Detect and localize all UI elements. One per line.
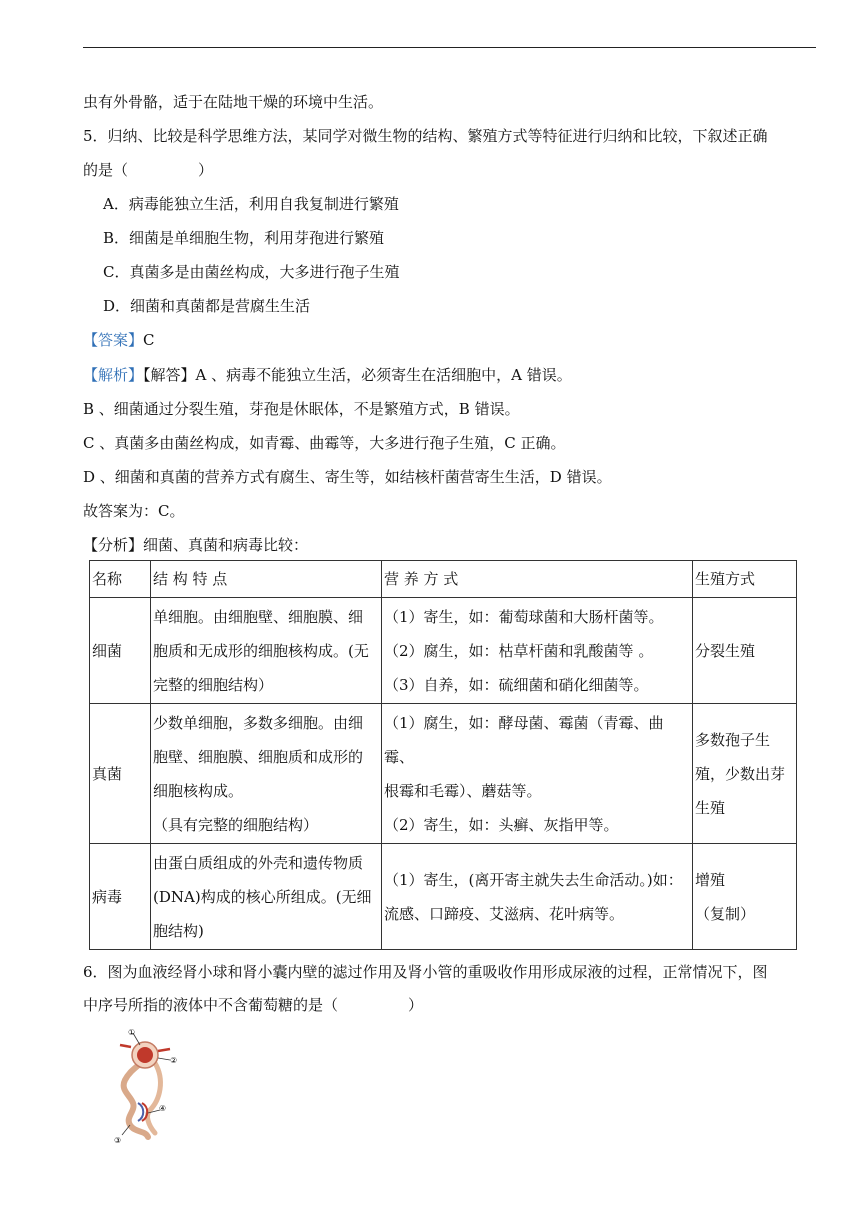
header-name: 名称 (90, 561, 151, 598)
q5-option-c: C．真菌多是由菌丝构成，大多进行孢子生殖 (103, 263, 400, 281)
row-structure: 由蛋白质组成的外壳和遗传物质 (DNA)构成的核心所组成。(无细 胞结构) (151, 844, 382, 950)
row-reproduction: 分裂生殖 (693, 598, 797, 704)
q5-option-d: D．细菌和真菌都是营腐生生活 (103, 297, 311, 315)
q5-option-a: A．病毒能独立生活，利用自我复制进行繁殖 (103, 195, 399, 213)
label-2: ② (170, 1056, 178, 1065)
label-1: ① (128, 1028, 136, 1037)
q5-analysis-line-2: B 、细菌通过分裂生殖，芽孢是休眠体，不是繁殖方式，B 错误。 (83, 400, 520, 418)
table-row (90, 598, 797, 704)
header-nutrition: 营 养 方 式 (382, 561, 693, 598)
row-name: 细菌 (90, 598, 151, 704)
q5-option-b: B．细菌是单细胞生物，利用芽孢进行繁殖 (103, 229, 385, 247)
q5-stem: 5．归纳、比较是科学思维方法，某同学对微生物的结构、繁殖方式等特征进行归纳和比较，下叙述正确 (83, 127, 768, 145)
header-reproduction: 生殖方式 (693, 561, 797, 598)
header-structure: 结 构 特 点 (151, 561, 382, 598)
row-nutrition: （1）寄生，(离开寄主就失去生命活动。)如： 流感、口蹄疫、艾滋病、花叶病等。 (382, 844, 693, 950)
table-row (90, 844, 797, 950)
q5-analysis-heading: 【分析】细菌、真菌和病毒比较： (83, 536, 309, 554)
q5-analysis-line-3: C 、真菌多由菌丝构成，如青霉、曲霉等，大多进行孢子生殖，C 正确。 (83, 434, 566, 452)
q5-analysis-line-1: 【解析】【解答】A 、病毒不能独立生活，必须寄生在活细胞中，A 错误。 (83, 366, 572, 384)
nephron-figure (100, 1025, 190, 1150)
q5-conclusion: 故答案为：C。 (83, 502, 185, 520)
row-structure: 少数单细胞，多数多细胞。由细 胞壁、细胞膜、细胞质和成形的 细胞核构成。 （具有完整的细胞结构） (151, 704, 382, 844)
label-3: ③ (114, 1136, 122, 1145)
table-header-row (90, 561, 797, 598)
header-rule (83, 47, 816, 48)
previous-answer-tail: 虫有外骨骼，适于在陆地干燥的环境中生活。 (83, 93, 384, 111)
nephron-diagram (100, 1025, 190, 1150)
row-structure: 单细胞。由细胞壁、细胞膜、细 胞质和无成形的细胞核构成。(无 完整的细胞结构） (151, 598, 382, 704)
q5-analysis-line-4: D 、细菌和真菌的营养方式有腐生、寄生等，如结核杆菌营寄生生活，D 错误。 (83, 468, 612, 486)
answer-value: C (143, 331, 155, 349)
comparison-table (89, 560, 797, 950)
q6-stem-line2: 中序号所指的液体中不含葡萄糖的是（ ） (83, 996, 424, 1014)
table-row (90, 704, 797, 844)
row-reproduction: 多数孢子生 殖，少数出芽 生殖 (693, 704, 797, 844)
analysis-tag: 【解析】 (83, 366, 144, 384)
label-4: ④ (159, 1104, 167, 1113)
q6-stem: 6．图为血液经肾小球和肾小囊内壁的滤过作用及肾小管的重吸收作用形成尿液的过程，正常情况下，图 (83, 963, 768, 981)
row-name: 真菌 (90, 704, 151, 844)
row-nutrition: （1）寄生，如：葡萄球菌和大肠杆菌等。 （2）腐生，如：枯草杆菌和乳酸菌等 。 （3）自养，如：硫细菌和硝化细菌等。 (382, 598, 693, 704)
row-name: 病毒 (90, 844, 151, 950)
row-nutrition: （1）腐生，如：酵母菌、霉菌（青霉、曲霉、 根霉和毛霉）、蘑菇等。 （2）寄生，如：头癣、灰指甲等。 (382, 704, 693, 844)
q5-answer (83, 330, 155, 350)
answer-tag: 【答案】 (83, 331, 144, 349)
q5-stem-line2: 的是（ ） (83, 161, 214, 179)
row-reproduction: 增殖 （复制） (693, 844, 797, 950)
